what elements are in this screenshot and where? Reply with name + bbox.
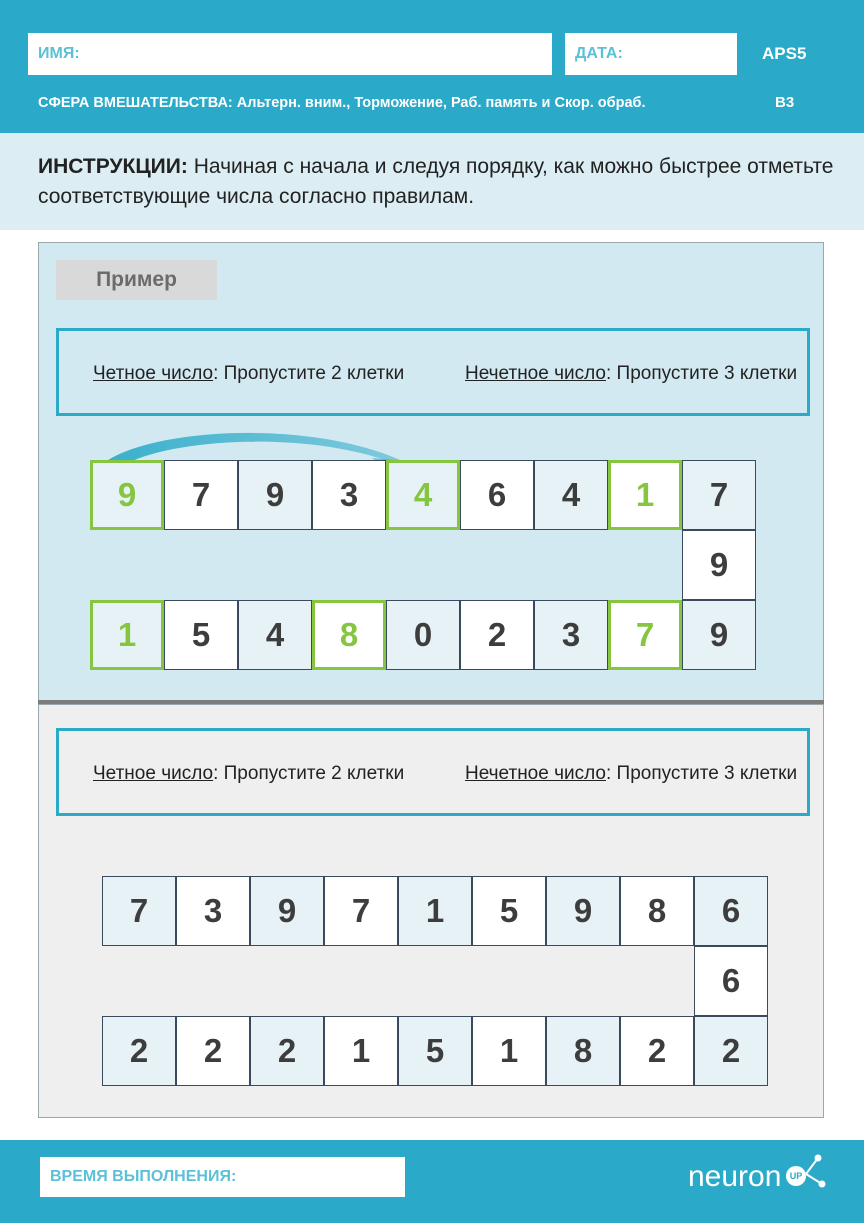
- name-label: ИМЯ:: [38, 45, 80, 62]
- number-cell[interactable]: 2: [176, 1016, 250, 1086]
- exercise-code: APS5: [762, 44, 807, 63]
- number-cell: 0: [386, 600, 460, 670]
- completion-time-field[interactable]: [40, 1157, 405, 1197]
- number-cell[interactable]: 5: [472, 876, 546, 946]
- number-cell: 3: [312, 460, 386, 530]
- date-label: ДАТА:: [575, 45, 623, 62]
- level-code: B3: [775, 94, 795, 111]
- number-cell: 4: [534, 460, 608, 530]
- logo-text: neuron: [688, 1160, 782, 1193]
- number-cell[interactable]: 1: [324, 1016, 398, 1086]
- logo-up-badge: UP: [786, 1166, 806, 1186]
- number-cell[interactable]: 1: [472, 1016, 546, 1086]
- number-cell[interactable]: 1: [398, 876, 472, 946]
- name-field[interactable]: [28, 33, 552, 75]
- number-cell: 1: [90, 600, 164, 670]
- number-cell[interactable]: 2: [620, 1016, 694, 1086]
- exercise-rule-even: Четное число: Пропустите 2 клетки: [93, 763, 405, 784]
- number-cell: 9: [238, 460, 312, 530]
- logo-network-icon: [800, 1150, 830, 1190]
- number-cell[interactable]: 8: [546, 1016, 620, 1086]
- example-rule-even: Четное число: Пропустите 2 клетки: [93, 363, 405, 384]
- number-cell: 7: [682, 460, 756, 530]
- number-cell[interactable]: 3: [176, 876, 250, 946]
- instructions-body: Начиная с начала и следуя порядку, как можно быстрее отметьте соответствующие числа согласно правилам.: [38, 155, 834, 208]
- number-cell: 1: [608, 460, 682, 530]
- number-cell: 9: [90, 460, 164, 530]
- number-cell: 9: [682, 600, 756, 670]
- number-cell[interactable]: 8: [620, 876, 694, 946]
- number-cell: 4: [238, 600, 312, 670]
- number-cell: 2: [460, 600, 534, 670]
- instructions-label: ИНСТРУКЦИИ:: [38, 155, 188, 178]
- neuronup-logo: [688, 1150, 828, 1200]
- number-cell: 6: [460, 460, 534, 530]
- number-cell[interactable]: 7: [324, 876, 398, 946]
- example-rule-odd: Нечетное число: Пропустите 3 клетки: [465, 363, 798, 384]
- instructions-text: [38, 152, 838, 212]
- number-cell: 3: [534, 600, 608, 670]
- number-cell[interactable]: 7: [102, 876, 176, 946]
- number-cell[interactable]: 6: [694, 876, 768, 946]
- intervention-sphere: СФЕРА ВМЕШАТЕЛЬСТВА: Альтерн. вним., Торможение, Раб. память и Скор. обраб.: [38, 95, 646, 111]
- number-cell[interactable]: 6: [694, 946, 768, 1016]
- date-field[interactable]: [565, 33, 737, 75]
- number-cell[interactable]: 9: [250, 876, 324, 946]
- number-cell: 7: [164, 460, 238, 530]
- number-cell[interactable]: 2: [694, 1016, 768, 1086]
- number-cell: 5: [164, 600, 238, 670]
- number-cell[interactable]: 2: [102, 1016, 176, 1086]
- number-cell: 8: [312, 600, 386, 670]
- number-cell: 7: [608, 600, 682, 670]
- exercise-rule-odd: Нечетное число: Пропустите 3 клетки: [465, 763, 798, 784]
- number-cell[interactable]: 9: [546, 876, 620, 946]
- number-cell: 9: [682, 530, 756, 600]
- completion-time-label: ВРЕМЯ ВЫПОЛНЕНИЯ:: [50, 1168, 237, 1185]
- exercise-rules-box: [56, 728, 810, 816]
- number-cell: 4: [386, 460, 460, 530]
- number-cell[interactable]: 2: [250, 1016, 324, 1086]
- example-label: Пример: [56, 260, 217, 300]
- example-rules-box: [56, 328, 810, 416]
- number-cell[interactable]: 5: [398, 1016, 472, 1086]
